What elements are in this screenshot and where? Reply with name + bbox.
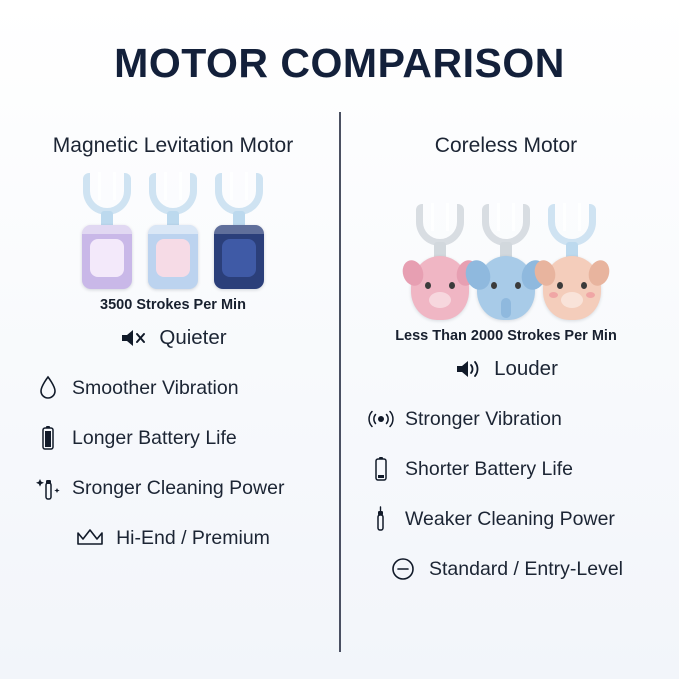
feature-right-battery-label: Shorter Battery Life <box>405 457 573 480</box>
elephant-face <box>477 256 535 320</box>
feature-right-louder-label: Louder <box>494 357 558 380</box>
feature-left-battery <box>8 413 338 463</box>
u-shaped-head-icon <box>149 173 197 215</box>
feature-right-tier <box>341 544 671 594</box>
feature-right-cleaning-label: Weaker Cleaning Power <box>405 507 615 530</box>
pig-face <box>543 256 601 320</box>
u-shaped-head-icon <box>482 204 530 246</box>
column-right <box>341 130 671 594</box>
crown-icon <box>76 524 104 552</box>
battery-full-icon <box>34 424 62 452</box>
feature-right-cleaning <box>341 494 671 544</box>
feature-left-quieter-label: Quieter <box>159 326 227 349</box>
feature-right-vibration <box>341 394 671 444</box>
u-shaped-head-icon <box>548 204 596 246</box>
feature-left-battery-label: Longer Battery Life <box>72 426 237 449</box>
pig-face <box>411 256 469 320</box>
column-right-heading: Coreless Motor <box>434 134 578 157</box>
vibration-waves-icon <box>367 405 395 433</box>
rocket-brush <box>208 173 270 291</box>
product-images-left <box>8 161 338 291</box>
feature-left-tier <box>8 513 338 563</box>
u-shaped-head-icon <box>83 173 131 215</box>
minus-circle-icon <box>389 555 417 583</box>
elephant-brush-blue <box>475 204 537 322</box>
strokes-left: 3500 Strokes Per Min <box>100 297 246 313</box>
column-left <box>8 130 338 563</box>
brush-icon <box>367 505 395 533</box>
water-drop-icon <box>34 374 62 402</box>
rocket-sticker <box>222 239 256 277</box>
feature-right-battery <box>341 444 671 494</box>
pig-brush-peach <box>541 204 603 322</box>
feature-right-vibration-label: Stronger Vibration <box>405 407 562 430</box>
feature-left-vibration-label: Smoother Vibration <box>72 376 239 399</box>
feature-left-cleaning <box>8 463 338 513</box>
feature-right-tier-label: Standard / Entry-Level <box>428 557 624 580</box>
feature-left-tier-label: Hi-End / Premium <box>116 526 270 549</box>
speaker-mute-icon <box>119 324 147 352</box>
mermaid-sticker <box>156 239 190 277</box>
product-images-right <box>341 192 671 322</box>
unicorn-brush <box>76 173 138 291</box>
battery-low-icon <box>367 455 395 483</box>
feature-left-cleaning-label: Sronger Cleaning Power <box>72 476 285 499</box>
brush-handle <box>82 225 132 289</box>
feature-right-louder <box>341 344 671 394</box>
u-shaped-head-icon <box>215 173 263 215</box>
column-left-heading: Magnetic Levitation Motor <box>52 134 294 157</box>
feature-left-vibration <box>8 363 338 413</box>
speaker-loud-icon <box>454 355 482 383</box>
u-shaped-head-icon <box>416 204 464 246</box>
page-title: MOTOR COMPARISON <box>114 40 565 86</box>
sparkle-brush-icon <box>34 474 62 502</box>
brush-handle <box>148 225 198 289</box>
strokes-right: Less Than 2000 Strokes Per Min <box>395 328 617 344</box>
unicorn-sticker <box>90 239 124 277</box>
pig-brush-pink <box>409 204 471 322</box>
brush-handle <box>214 225 264 289</box>
feature-left-quieter <box>8 313 338 363</box>
mermaid-brush <box>142 173 204 291</box>
